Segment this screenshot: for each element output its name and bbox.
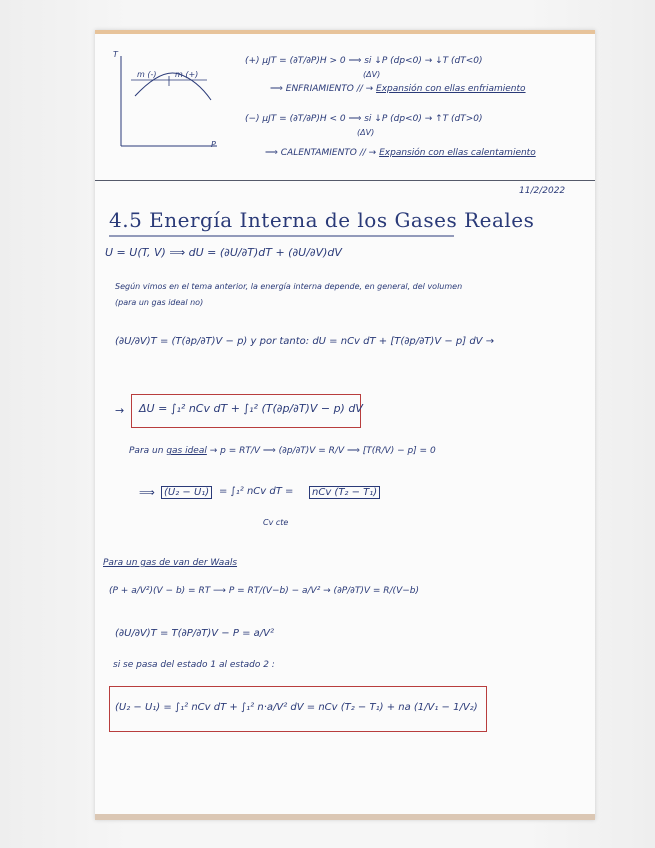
eq4-boxed-term: (U₂ − U₁) bbox=[161, 486, 212, 499]
text-energy-depends: Según vimos en el tema anterior, la energía interna depende, en general, del volumen bbox=[115, 282, 463, 291]
eq4-arrow: ⟹ bbox=[139, 486, 155, 499]
state-change-text: si se pasa del estado 1 al estado 2 : bbox=[113, 660, 275, 670]
section-divider bbox=[95, 180, 595, 181]
graph-label-left: m (-) bbox=[137, 70, 157, 79]
calentamiento-line bbox=[265, 148, 536, 158]
graph-axis-t: T bbox=[113, 50, 118, 59]
jt-negative-sub: (ΔV) bbox=[357, 128, 375, 137]
cv-constant-note: Cv cte bbox=[263, 518, 289, 527]
eq4-result: nCv (T₂ − T₁) bbox=[309, 486, 380, 499]
enfriamiento-line bbox=[270, 84, 526, 94]
calentamiento-text: ⟹ CALENTAMIENTO // → bbox=[265, 148, 377, 158]
gas-ideal-eq: → p = RT/V ⟹ (∂p/∂T)V = R/V ⟹ [T(R/V) − p] = 0 bbox=[209, 446, 436, 456]
title-underline bbox=[109, 234, 459, 238]
eq4-integral: = ∫₁² nCv dT = bbox=[219, 486, 294, 497]
gas-ideal-label: gas ideal bbox=[166, 446, 207, 456]
page-date: 11/2/2022 bbox=[519, 186, 566, 196]
vdw-du-dv: (∂U/∂V)T = T(∂P/∂T)V − P = a/V² bbox=[115, 628, 274, 639]
text-ideal-gas-note: (para un gas ideal no) bbox=[115, 298, 204, 307]
enfriamiento-text: ⟹ ENFRIAMIENTO // → bbox=[270, 84, 374, 94]
van-der-waals-heading: Para un gas de van der Waals bbox=[103, 558, 238, 568]
section-title: 4.5 Energía Interna de los Gases Reales bbox=[109, 208, 535, 232]
graph-label-right: m (+) bbox=[175, 70, 199, 79]
graph-axis-p: P bbox=[211, 140, 216, 149]
final-equation: (U₂ − U₁) = ∫₁² nCv dT + ∫₁² n·a/V² dV = nCv (T₂ − T₁) + na (1/V₁ − 1/V₂) bbox=[115, 702, 478, 713]
vdw-equation: (P + a/V²)(V − b) = RT ⟶ P = RT/(V−b) − a/V² → (∂P/∂T)V = R/(V−b) bbox=[109, 586, 419, 596]
joule-thomson-graph bbox=[111, 48, 221, 158]
calentamiento-note: Expansión con ellas calentamiento bbox=[379, 148, 536, 158]
gas-ideal-line bbox=[129, 446, 436, 456]
eq-du-expansion: (∂U/∂V)T = (T(∂p/∂T)V − p) y por tanto: dU = nCv dT + [T(∂p/∂T)V − p] dV → bbox=[115, 336, 495, 347]
jt-positive-sub: (ΔV) bbox=[363, 70, 381, 79]
enfriamiento-note: Expansión con ellas enfriamiento bbox=[376, 84, 526, 94]
eq3-arrow: → bbox=[115, 404, 125, 417]
gas-ideal-prefix: Para un bbox=[129, 446, 164, 456]
eq-delta-u: ΔU = ∫₁² nCv dT + ∫₁² (T(∂p/∂T)V − p) dV bbox=[139, 402, 363, 415]
jt-negative-line: (−) μJT = (∂T/∂P)H < 0 ⟹ si ↓P (dp<0) → ↑T (dT>0) bbox=[245, 114, 483, 124]
eq-internal-energy: U = U(T, V) ⟹ dU = (∂U/∂T)dT + (∂U/∂V)dV bbox=[105, 246, 342, 259]
jt-positive-line: (+) μJT = (∂T/∂P)H > 0 ⟹ si ↓P (dp<0) → ↓T (dT<0) bbox=[245, 56, 483, 66]
notebook-page bbox=[95, 30, 595, 820]
